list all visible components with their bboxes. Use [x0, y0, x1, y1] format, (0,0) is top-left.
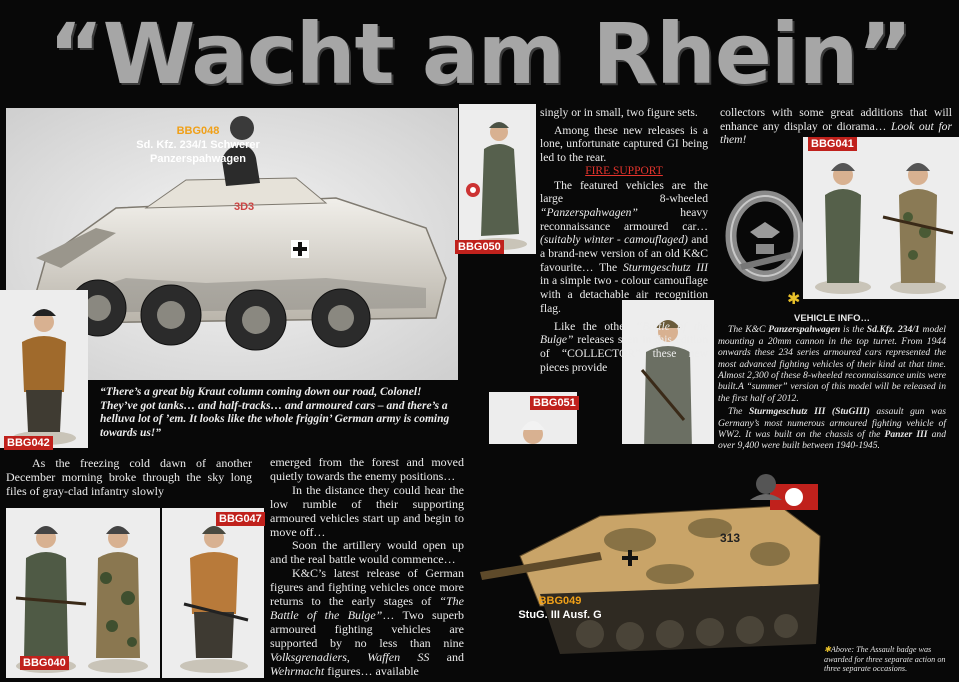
caption-bbg049 — [500, 594, 620, 622]
column-4-p1-part-a: collectors with some great additions that will enhance any display or diorama… — [720, 106, 952, 133]
vehicle-number-234: 3D3 — [234, 201, 255, 213]
vehicle-info-p2-a: The — [728, 406, 749, 418]
product-code-bbg041: BBG041 — [808, 137, 857, 151]
column-2-paragraph-1: emerged from the forest and moved quietly towards the enemy positions… — [270, 455, 464, 483]
vehicle-info-box — [718, 313, 946, 452]
column-3-p3-sturmgeschutz: Sturmgeschutz III — [622, 260, 708, 274]
column-3-p3-winter: (suitably winter - camouflaged) — [540, 233, 688, 247]
column-2-p4-part-a: K&C’s latest release of German figures and fighting vehicles once more returns to the early stages of — [270, 566, 464, 609]
vehicle-info-paragraph-2 — [718, 406, 946, 452]
vehicle-info-p1-panzerspahwagen: Panzerspahwagen — [768, 324, 841, 336]
column-3-paragraph-2: Among these new releases is a lone, unfortunate captured GI being led to the rear. — [540, 123, 708, 165]
product-code-bbg048: BBG048 — [176, 125, 220, 137]
column-2-paragraph-4 — [270, 567, 464, 678]
vehicle-number-313: 313 — [720, 531, 741, 545]
column-3-p3-panzerspahwagen: “Panzerspahwagen” — [540, 205, 638, 219]
asterisk-icon: ✱ — [787, 289, 801, 308]
product-code-bbg040: BBG040 — [20, 656, 69, 670]
product-name-bbg048-line2: Panzerspahwagen — [150, 153, 246, 165]
column-3-p3-part-e: and a brand-new version of an old K&C favourite… The — [540, 233, 708, 274]
column-4-p1-look-out: Look out for them! — [720, 119, 952, 147]
photo-assault-badge — [720, 188, 810, 288]
vehicle-info-heading: VEHICLE INFO… — [793, 313, 870, 324]
column-3-p3-part-a: The featured vehicles are the large 8-wheeled — [540, 178, 708, 206]
footnote-lead: Above: — [830, 645, 855, 654]
photo-figure-bbg042 — [0, 290, 88, 448]
column-3-p4-part-a: Like the other — [554, 319, 636, 333]
column-2-p4-comma: , — [346, 649, 368, 664]
text-column-2 — [270, 456, 464, 679]
pull-quote: “There’s a great big Kraut column coming down our road, Colonel! They’ve got tanks… and half-tracks… and armoured cars – and there’s a helluva lot of ’em. It looks like the whole friggin’ German army is coming towards us!” — [100, 386, 450, 439]
column-2-p4-waffen-ss: Waffen SS — [367, 649, 430, 664]
section-heading-fire-support: FIRE SUPPORT — [585, 164, 663, 177]
product-code-bbg050: BBG050 — [455, 240, 504, 254]
column-2-p4-wehrmacht: Wehrmacht — [270, 663, 325, 678]
column-3-p3-part-c: heavy reconnaissance armoured car… — [540, 205, 708, 233]
photo-figure-bbg040 — [6, 508, 160, 678]
text-column-4 — [720, 106, 952, 147]
text-column-1 — [6, 456, 252, 498]
page-title: “Wacht am Rhein” — [48, 5, 912, 103]
column-2-p4-volksgrenadiers: Volksgrenadiers — [270, 649, 347, 664]
vehicle-info-p2-panzer-iii: Panzer III — [884, 429, 928, 441]
column-1-paragraph-1: As the freezing cold dawn of another December morning broke through the sky long files of gray-clad infantry slowly — [6, 456, 252, 498]
product-code-bbg049: BBG049 — [538, 595, 582, 607]
column-3-p4-part-c: releases seen in this edition of “COLLECTOR” these new pieces provide — [540, 333, 708, 374]
column-3-paragraph-1: singly or in small, two figure sets. — [540, 106, 698, 119]
column-2-p4-part-i: figures… available — [324, 663, 419, 678]
vehicle-info-p1-e: model mounting a 20mm cannon in the top turret. From 1944 onwards these 234 series armoured cars represented the most advanced fighting vehicles of their kind at that time. Almost 2,300 of these 8-wheeled reconnaissance units were built.A “summer” version of this model will be released in the first half of 2012. — [718, 324, 946, 404]
column-2-p4-and: and — [429, 649, 464, 664]
vehicle-info-p1-sdkfz: Sd.Kfz. 234/1 — [866, 324, 920, 336]
column-3-paragraph-4 — [540, 320, 708, 375]
vehicle-info-p2-stug: Sturmgeschutz III (StuGIII) — [748, 406, 870, 418]
product-code-bbg047: BBG047 — [216, 512, 265, 526]
footnote-asterisk-icon: ✱ — [824, 645, 831, 654]
column-3-p4-battle-title: “Battle of the Bulge” — [540, 319, 708, 347]
caption-bbg048 — [118, 124, 278, 166]
photo-stug-iii — [480, 444, 824, 680]
column-3-p3-part-g: in a simple two - colour camouflage with a detachable air recognition flag. — [540, 274, 708, 315]
product-name-bbg049: StuG. III Ausf. G — [518, 609, 602, 621]
column-2-p4-battle-title: “The Battle of the Bulge” — [270, 594, 464, 622]
vehicle-info-p2-c: assault gun was Germany’s most numerous armoured fighting vehicle of WW2. It was built on the chassis of the — [718, 406, 946, 441]
column-2-p4-part-c: … Two superb armoured fighting vehicles are supported by no less than nine — [270, 607, 464, 650]
vehicle-info-p2-e: and over 9,400 were built between 1940-1945. — [718, 429, 947, 452]
column-3-paragraph-3 — [540, 179, 708, 316]
text-column-3 — [540, 106, 708, 374]
footnote-text: The Assault badge was awarded for three separate action on three separate occasions. — [824, 645, 946, 674]
vehicle-info-p1-c: is the — [840, 324, 867, 336]
photo-figure-bbg041 — [803, 137, 959, 299]
column-2-paragraph-2: In the distance they could hear the low rumble of their supporting armoured vehicles start up and begin to move off… — [270, 482, 464, 539]
vehicle-info-p1-a: The K&C — [728, 324, 769, 336]
photo-figure-bbg047 — [162, 508, 264, 678]
product-code-bbg042: BBG042 — [4, 436, 53, 450]
product-code-bbg051: BBG051 — [530, 396, 579, 410]
column-2-paragraph-3: Soon the artillery would open up and the real battle would commence… — [270, 538, 464, 567]
product-name-bbg048-line1: Sd. Kfz. 234/1 Schwerer — [136, 139, 260, 151]
column-4-paragraph-1 — [720, 106, 952, 147]
badge-footnote — [824, 645, 954, 674]
photo-figure-bbg050 — [459, 104, 536, 254]
vehicle-info-paragraph-1 — [718, 324, 946, 404]
